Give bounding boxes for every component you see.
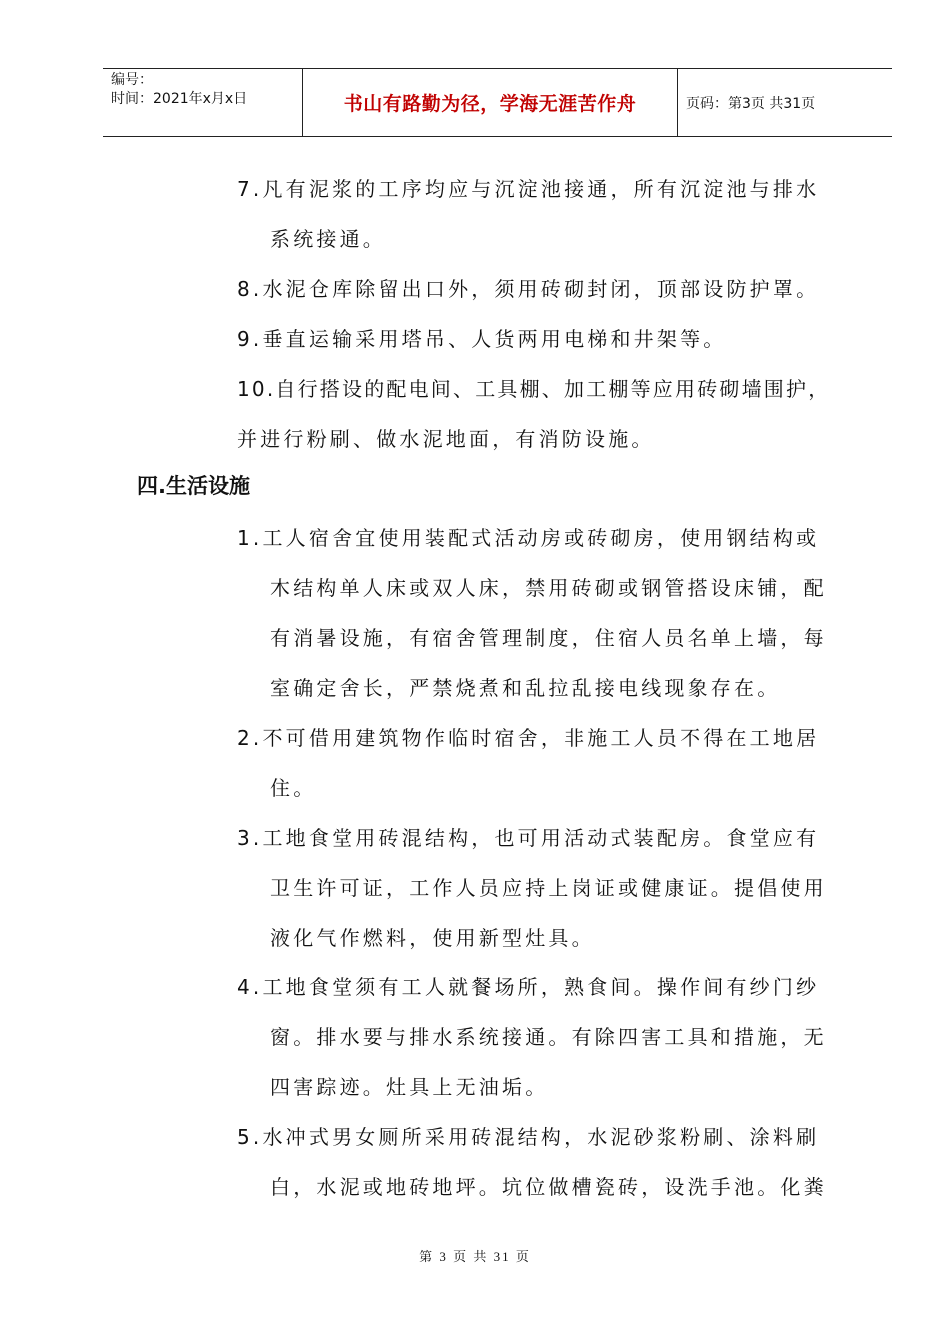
item-1-line-1: 1.工人宿舍宜使用装配式活动房或砖砌房，使用钢结构或: [237, 526, 820, 550]
item-10-line-2: 并进行粉刷、做水泥地面，有消防设施。: [237, 427, 655, 451]
header-motto-cell: [303, 69, 678, 136]
item-8-line-1: 8.水泥仓库除留出口外，须用砖砌封闭，顶部设防护罩。: [237, 277, 820, 301]
item-4-line-1: 4.工地食堂须有工人就餐场所，熟食间。操作间有纱门纱: [237, 975, 820, 999]
page-footer: 第 3 页 共 31 页: [419, 1249, 531, 1264]
item-4-line-3: 四害踪迹。灶具上无油垢。: [270, 1075, 549, 1099]
motto-text: 书山有路勤为径，学海无涯苦作舟: [343, 93, 637, 115]
item-3-line-1: 3.工地食堂用砖混结构，也可用活动式装配房。食堂应有: [237, 826, 820, 850]
item-7-line-2: 系统接通。: [270, 227, 386, 251]
item-10-line-1: 10.自行搭设的配电间、工具棚、加工棚等应用砖砌墙围护，: [237, 377, 831, 401]
header-page-cell: [678, 69, 892, 136]
item-5-line-1: 5.水冲式男女厕所采用砖混结构，水泥砂浆粉刷、涂料刷: [237, 1125, 820, 1149]
time-label: 时间：2021年x月x日: [111, 91, 248, 107]
page-info: 页码：第3页 共31页: [686, 95, 816, 112]
item-1-line-2: 木结构单人床或双人床，禁用砖砌或钢管搭设床铺，配: [270, 576, 827, 600]
item-9-line-1: 9.垂直运输采用塔吊、人货两用电梯和井架等。: [237, 327, 727, 351]
page-header: [103, 68, 892, 137]
item-5-line-2: 白，水泥或地砖地坪。坑位做槽瓷砖，设洗手池。化粪: [270, 1175, 827, 1199]
item-1-line-3: 有消暑设施，有宿舍管理制度，住宿人员名单上墙，每: [270, 626, 827, 650]
item-2-line-2: 住。: [270, 776, 317, 800]
item-1-line-4: 室确定舍长，严禁烧煮和乱拉乱接电线现象存在。: [270, 676, 781, 700]
item-4-line-2: 窗。排水要与排水系统接通。有除四害工具和措施，无: [270, 1025, 827, 1049]
item-2-line-1: 2.不可借用建筑物作临时宿舍，非施工人员不得在工地居: [237, 726, 820, 750]
item-3-line-2: 卫生许可证，工作人员应持上岗证或健康证。提倡使用: [270, 876, 827, 900]
serial-label: 编号：: [111, 72, 153, 88]
header-meta: [103, 69, 303, 136]
item-7-line-1: 7.凡有泥浆的工序均应与沉淀池接通，所有沉淀池与排水: [237, 177, 820, 201]
item-3-line-3: 液化气作燃料，使用新型灶具。: [270, 926, 595, 950]
section-heading: 四.生活设施: [137, 474, 250, 498]
